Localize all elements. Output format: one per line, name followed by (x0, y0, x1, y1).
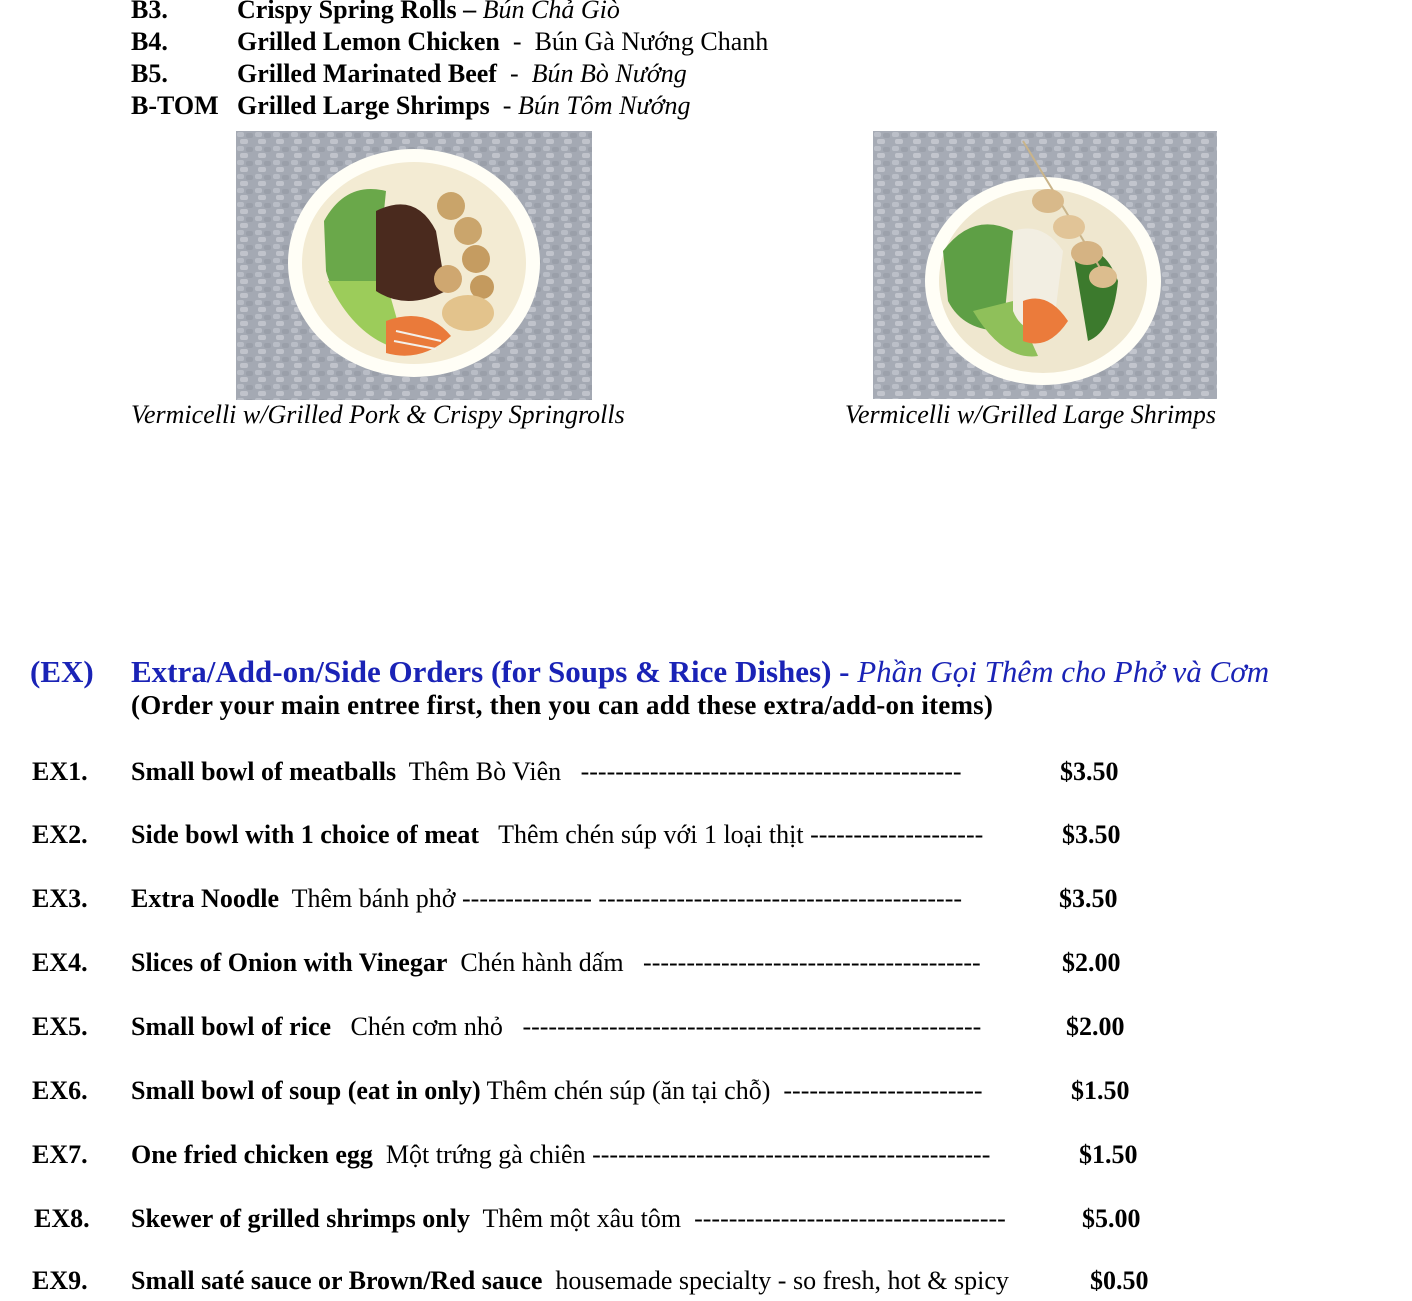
item-name-en: Slices of Onion with Vinegar (131, 948, 448, 977)
item-code: EX4. (32, 948, 88, 977)
item-code: EX3. (32, 884, 88, 913)
item-name-vi: Thêm Bò Viên (396, 757, 581, 786)
item-name-vi: Chén hành dấm (447, 948, 644, 977)
item-code: EX1. (32, 757, 88, 786)
menu-item-ex3 (0, 879, 1412, 919)
item-code: B4. (131, 27, 168, 56)
photo-caption-right: Vermicelli w/Grilled Large Shrimps (845, 400, 1216, 429)
item-name-en: Crispy Spring Rolls (237, 0, 457, 24)
section-title-en: Extra/Add-on/Side Orders (for Soups & Rice Dishes) - (131, 654, 858, 689)
item-price: $2.00 (1066, 1012, 1125, 1041)
item-name-vi: Bún Chả Giò (482, 0, 620, 24)
item-name-en: Side bowl with 1 choice of meat (131, 820, 480, 849)
menu-item-ex1 (0, 752, 1412, 792)
item-price: $5.00 (1082, 1204, 1141, 1233)
menu-item-ex4 (0, 943, 1412, 983)
item-price: $3.50 (1062, 820, 1121, 849)
item-price: $1.50 (1071, 1076, 1130, 1105)
item-code: EX9. (32, 1266, 88, 1295)
item-leader-dashes: ------------------------------------ (694, 1204, 1006, 1233)
item-name-en: Small bowl of rice (131, 1012, 332, 1041)
item-name-vi: Thêm chén súp (ăn tại chỗ) (480, 1076, 784, 1105)
item-separator: - (499, 27, 535, 56)
item-name-en: Small bowl of meatballs (131, 757, 397, 786)
item-price: $2.00 (1062, 948, 1121, 977)
item-price: $3.50 (1059, 884, 1118, 913)
item-leader-dashes: ----------------------------------------------------- (522, 1012, 988, 1041)
item-code: B5. (131, 59, 168, 88)
item-name-vi: Một trứng gà chiên (372, 1140, 593, 1169)
item-price: $0.50 (1090, 1266, 1149, 1295)
item-name-en: Small saté sauce or Brown/Red sauce (131, 1266, 543, 1295)
item-name-vi: housemade specialty - so fresh, hot & spicy (542, 1266, 1016, 1295)
section-title (131, 650, 1269, 694)
item-name-vi: Bún Tôm Nướng (517, 91, 691, 120)
item-price: $1.50 (1079, 1140, 1138, 1169)
item-name-vi: Bún Gà Nướng Chanh (534, 27, 769, 56)
item-code: EX7. (32, 1140, 88, 1169)
section-code: (EX) (30, 654, 94, 689)
item-name-en: Extra Noodle (131, 884, 280, 913)
item-leader-dashes: ----------------------- (783, 1076, 990, 1105)
item-name-vi: Thêm một xâu tôm (469, 1204, 695, 1233)
item-leader-dashes: --------------- ------------------------------------------ (462, 884, 969, 913)
menu-item-ex9 (0, 1261, 1412, 1301)
item-code: B3. (131, 0, 168, 24)
item-name-en: Skewer of grilled shrimps only (131, 1204, 470, 1233)
menu-item-ex2 (0, 815, 1412, 855)
menu-item-ex5 (0, 1007, 1412, 1047)
menu-item-ex6 (0, 1071, 1412, 1111)
item-leader-dashes: ---------------------------------------------- (592, 1140, 997, 1169)
item-name-en: Small bowl of soup (eat in only) (131, 1076, 481, 1105)
menu-item-ex8 (0, 1199, 1412, 1239)
item-code: EX2. (32, 820, 88, 849)
item-name-en: Grilled Marinated Beef (237, 59, 497, 88)
item-code: EX6. (32, 1076, 88, 1105)
photo-vermicelli-grilled-shrimps (873, 131, 1217, 399)
menu-item-ex7 (0, 1135, 1412, 1175)
item-leader-dashes: -------------------- (810, 820, 990, 849)
item-name-vi: Thêm chén súp với 1 loại thịt (479, 820, 811, 849)
item-name-vi: Thêm bánh phở (279, 884, 463, 913)
item-leader-dashes: -------------------------------------------- (580, 757, 969, 786)
section-title-vi: Phần Gọi Thêm cho Phở và Cơm (857, 654, 1270, 689)
item-name-en: Grilled Large Shrimps (237, 91, 490, 120)
item-name-vi: Chén cơm nhỏ (331, 1012, 523, 1041)
item-price: $3.50 (1060, 757, 1119, 786)
item-code: EX5. (32, 1012, 88, 1041)
section-subtitle: (Order your main entree first, then you can add these extra/add-on items) (131, 690, 994, 720)
item-name-en: Grilled Lemon Chicken (237, 27, 500, 56)
item-code: EX8. (34, 1204, 90, 1233)
photo-caption-left: Vermicelli w/Grilled Pork & Crispy Springrolls (131, 400, 625, 429)
item-name-en: One fried chicken egg (131, 1140, 373, 1169)
item-code: B-TOM (131, 91, 219, 120)
item-separator: - (496, 59, 532, 88)
item-name-vi: Bún Bò Nướng (531, 59, 687, 88)
item-separator: – (456, 0, 483, 24)
item-leader-dashes: --------------------------------------- (643, 948, 988, 977)
photo-vermicelli-pork-springrolls (236, 131, 592, 400)
item-separator: - (489, 91, 518, 120)
